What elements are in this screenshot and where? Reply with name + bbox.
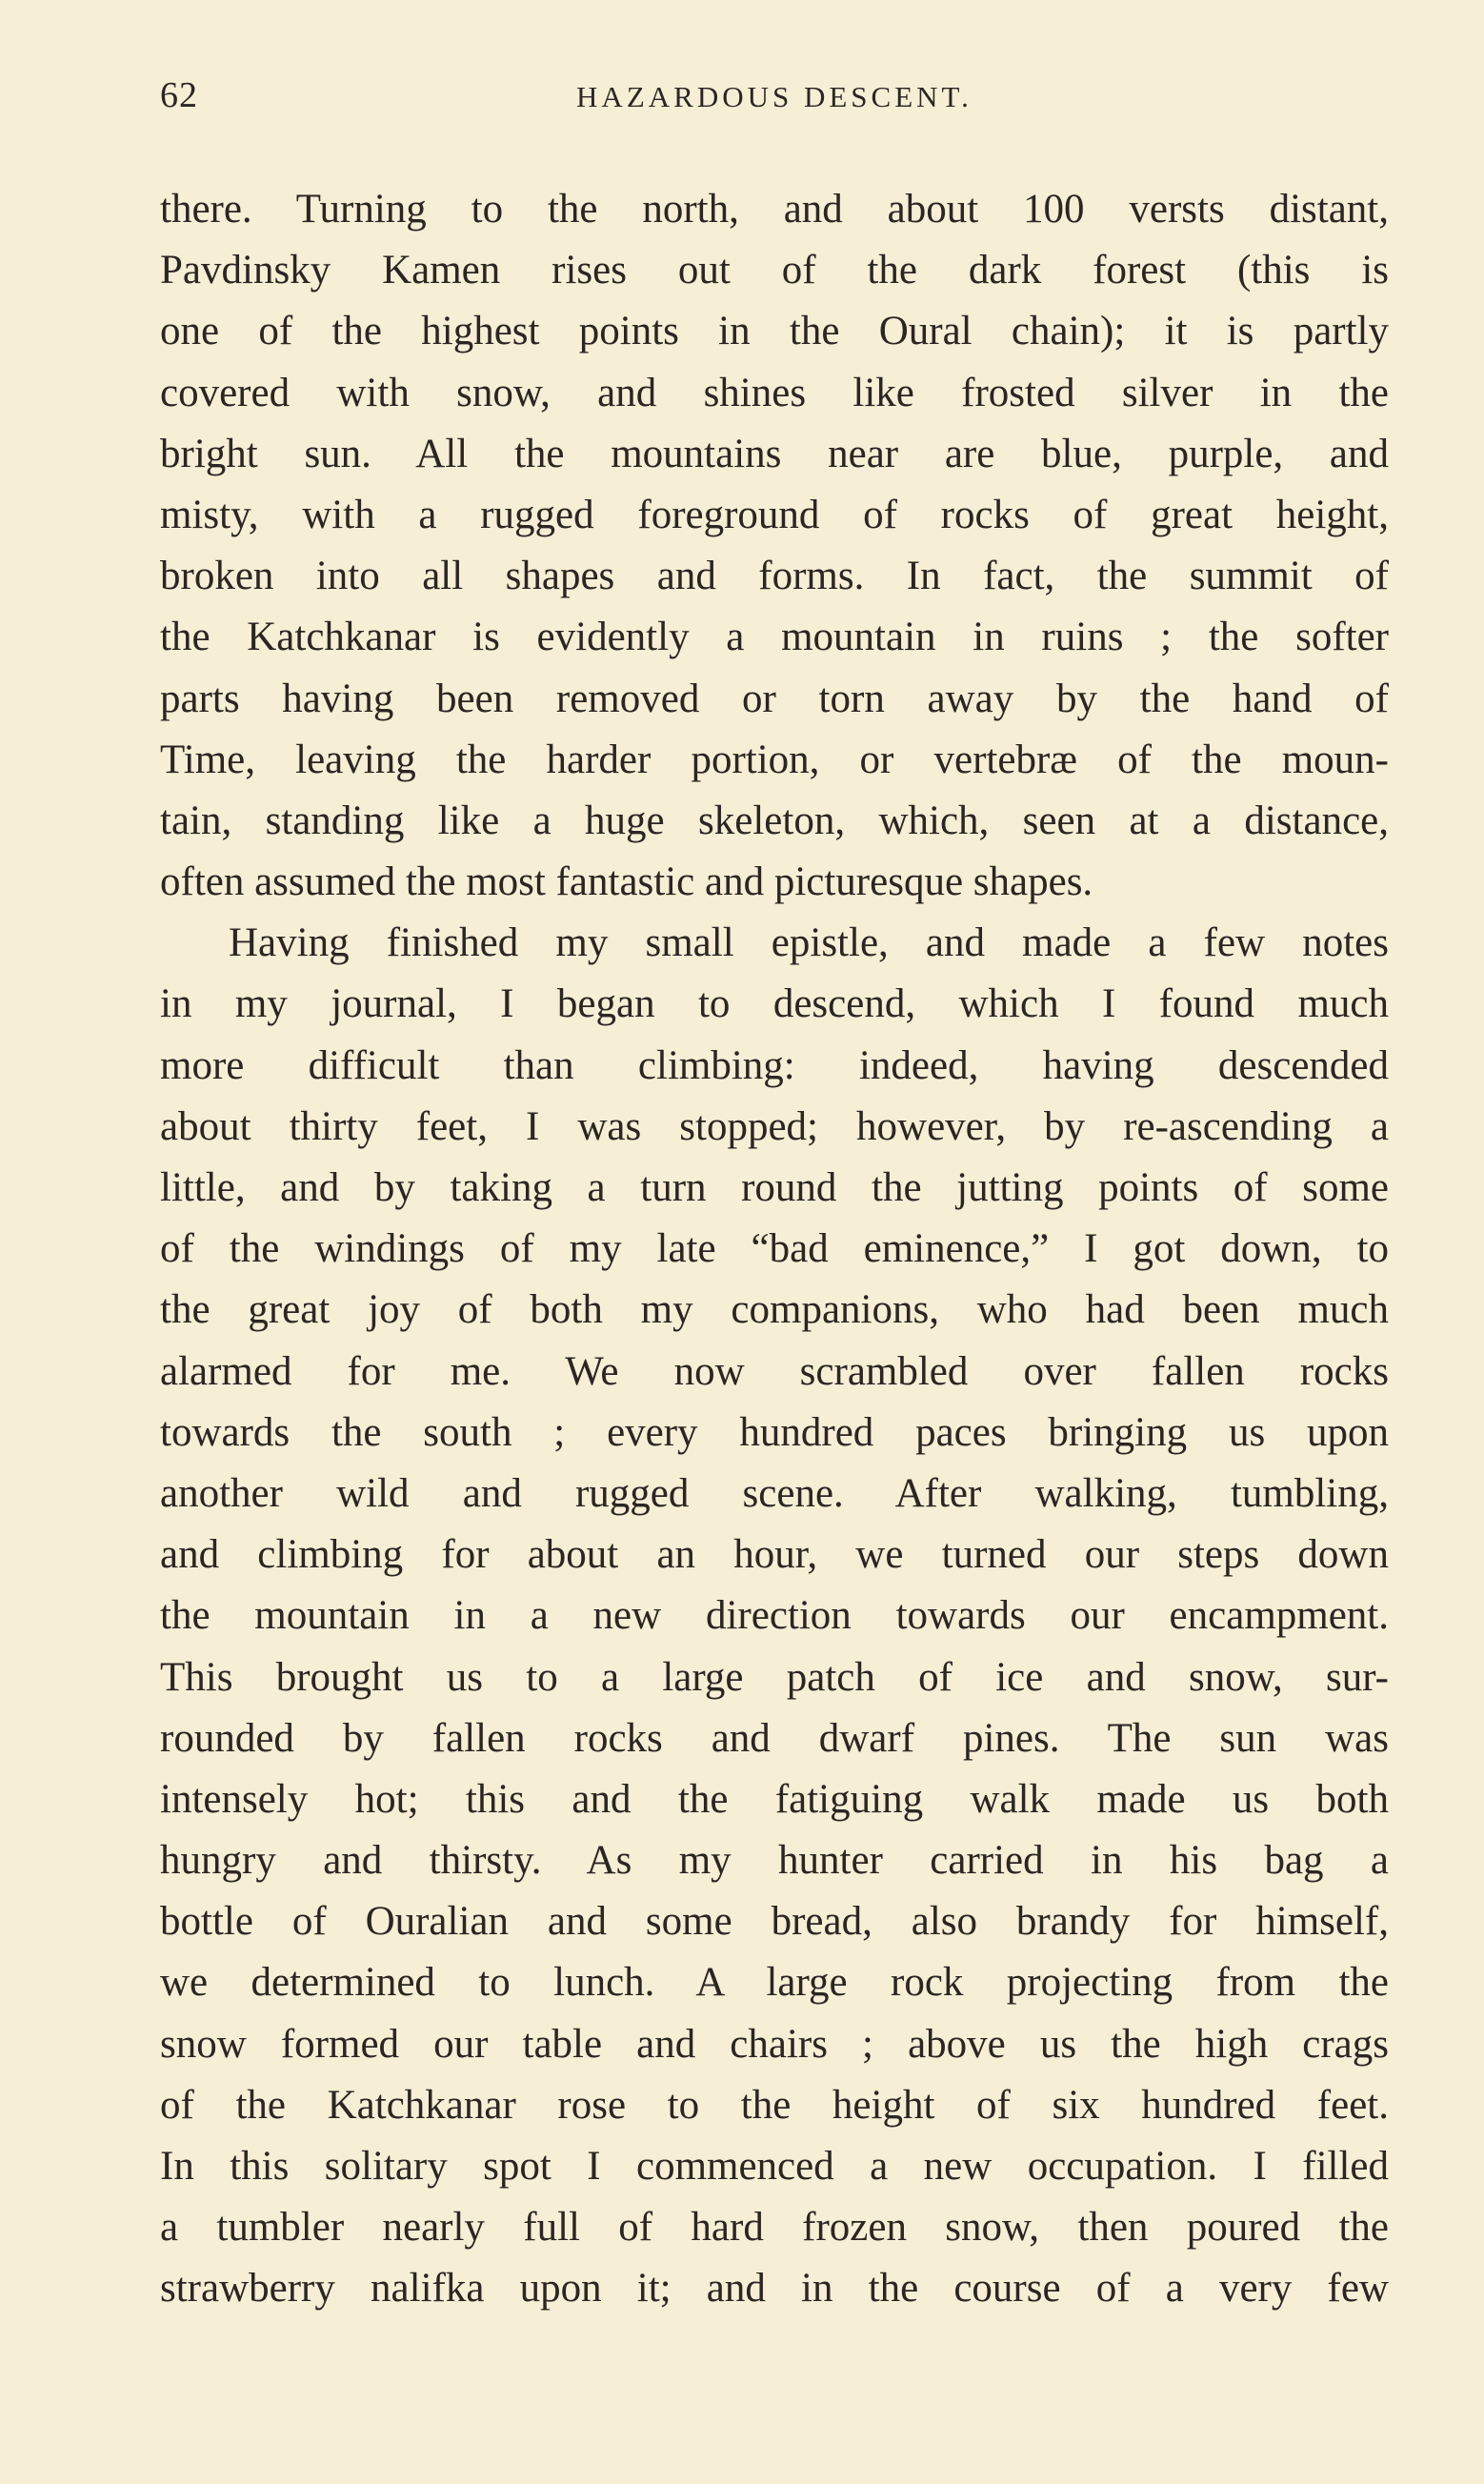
page-number: 62	[160, 75, 198, 115]
text-line: often assumed the most fantastic and picturesque shapes.	[160, 859, 1093, 905]
text-line: about thirty feet, I was stopped; however, by re-ascending a	[160, 1103, 1389, 1149]
text-line: bright sun. All the mountains near are blue, purple, and	[160, 431, 1389, 476]
text-line: of the windings of my late “bad eminence,” I got down, to	[160, 1226, 1389, 1272]
text-line: the mountain in a new direction towards our encampment.	[160, 1593, 1389, 1639]
text-line: more difficult than climbing: indeed, having descended	[160, 1042, 1389, 1088]
text-line: parts having been removed or torn away by the hand of	[160, 676, 1389, 721]
text-line: bottle of Ouralian and some bread, also brandy for himself,	[160, 1899, 1389, 1945]
text-line: and climbing for about an hour, we turned our steps down	[160, 1532, 1389, 1578]
page-heading: HAZARDOUS DESCENT.	[576, 80, 973, 113]
text-line: in my journal, I began to descend, which I found much	[160, 981, 1389, 1027]
text-line: the great joy of both my companions, who had been much	[160, 1287, 1389, 1333]
text-line: covered with snow, and shines like frosted silver in the	[160, 370, 1389, 415]
text-line: intensely hot; this and the fatiguing walk made us both	[160, 1776, 1389, 1822]
text-line: the Katchkanar is evidently a mountain in ruins ; the softer	[160, 615, 1389, 660]
text-line: This brought us to a large patch of ice and snow, sur-	[160, 1654, 1389, 1700]
text-line: another wild and rugged scene. After walking, tumbling,	[160, 1470, 1389, 1516]
text-line: little, and by taking a turn round the jutting points of some	[160, 1165, 1389, 1210]
text-line: one of the highest points in the Oural chain); it is partly	[160, 309, 1389, 354]
text-line: misty, with a rugged foreground of rocks of great height,	[160, 492, 1389, 537]
text-line: there. Turning to the north, and about 100 versts distant,	[160, 187, 1389, 232]
text-line: a tumbler nearly full of hard frozen snow, then poured the	[160, 2205, 1389, 2251]
body-text	[160, 179, 1389, 2320]
text-line: alarmed for me. We now scrambled over fallen rocks	[160, 1348, 1389, 1394]
text-line: rounded by fallen rocks and dwarf pines. The sun was	[160, 1715, 1389, 1761]
text-line: Time, leaving the harder portion, or vertebræ of the moun-	[160, 737, 1389, 782]
text-line: we determined to lunch. A large rock projecting from the	[160, 1960, 1389, 2006]
text-line: Pavdinsky Kamen rises out of the dark forest (this is	[160, 248, 1389, 293]
running-head	[160, 74, 1389, 131]
paragraph-first-line: Having finished my small epistle, and made a few notes	[229, 920, 1389, 966]
text-line: broken into all shapes and forms. In fact, the summit of	[160, 554, 1389, 599]
text-line: of the Katchkanar rose to the height of six hundred feet.	[160, 2082, 1389, 2128]
text-line: snow formed our table and chairs ; above us the high crags	[160, 2021, 1389, 2067]
text-line: strawberry nalifka upon it; and in the course of a very few	[160, 2266, 1389, 2312]
text-line: towards the south ; every hundred paces bringing us upon	[160, 1409, 1389, 1455]
text-line: hungry and thirsty. As my hunter carried in his bag a	[160, 1838, 1389, 1884]
text-line: In this solitary spot I commenced a new occupation. I filled	[160, 2144, 1389, 2189]
text-line: tain, standing like a huge skeleton, which, seen at a distance,	[160, 798, 1389, 843]
